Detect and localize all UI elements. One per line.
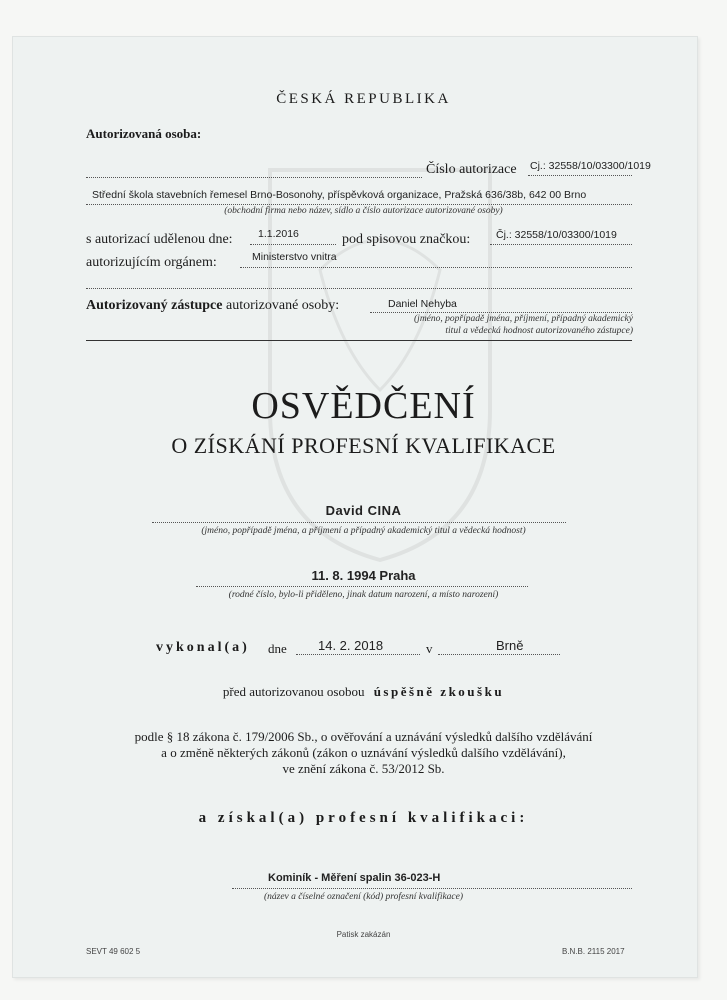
dotted-line	[232, 888, 632, 889]
auth-number-label: Číslo autorizace	[426, 162, 517, 177]
representative-label-rest: autorizované osoby:	[226, 298, 340, 313]
dotted-line	[528, 175, 632, 176]
auth-number-value: Cj.: 32558/10/03300/1019	[530, 160, 651, 172]
qualification-heading: a získal(a) profesní kvalifikaci:	[198, 810, 529, 826]
granted-date: 1.1.2016	[258, 228, 299, 240]
section-divider	[86, 340, 632, 341]
dotted-line	[86, 177, 422, 178]
authority-label: autorizujícím orgánem:	[86, 255, 217, 270]
representative-caption-2: titul a vědecká hodnost autorizovaného zástupce)	[445, 326, 633, 336]
representative-label	[86, 298, 339, 314]
representative-name: Daniel Nehyba	[388, 298, 457, 310]
legal-line-2: a o změně některých zákonů (zákon o uznávání výsledků dalšího vzdělávání),	[161, 745, 566, 760]
authorized-person-label: Autorizovaná osoba:	[86, 126, 202, 141]
file-reference-label: pod spisovou značkou:	[342, 232, 471, 247]
granted-label: s autorizací udělenou dne:	[86, 232, 233, 247]
holder-name-caption: (jméno, popřípadě jména, a příjmení a případný akademický titul a vědecká hodnost)	[201, 526, 526, 536]
exam-success-text: úspěšně zkoušku	[373, 684, 505, 699]
country-heading: ČESKÁ REPUBLIKA	[276, 91, 451, 107]
dotted-line	[86, 204, 632, 205]
holder-name: David CINA	[325, 503, 402, 518]
legal-line-3: ve znění zákona č. 53/2012 Sb.	[282, 761, 445, 776]
performed-label: vykonal(a)	[156, 640, 250, 655]
form-code-left: SEVT 49 602 5	[86, 947, 141, 956]
dotted-line	[152, 522, 566, 523]
dotted-line	[196, 586, 528, 587]
exam-place-label: v	[426, 641, 433, 656]
dotted-line	[296, 654, 420, 655]
organization-name: Střední škola stavebních řemesel Brno-Bosonohy, příspěvková organizace, Pražská 636/38b, 642 00 Brno	[92, 189, 587, 201]
dotted-line	[250, 244, 336, 245]
holder-birth: 11. 8. 1994 Praha	[311, 568, 416, 583]
representative-caption-1: (jméno, popřípadě jména, příjmení, případný akademický	[414, 314, 633, 324]
dotted-line	[86, 288, 632, 289]
exam-date-value: 14. 2. 2018	[318, 638, 384, 653]
exam-place-value: Brně	[496, 638, 524, 653]
exam-before-text: před autorizovanou osobou	[222, 684, 365, 699]
organization-caption: (obchodní firma nebo název, sídlo a číslo autorizace autorizované osoby)	[224, 206, 503, 216]
file-reference-value: Čj.: 32558/10/03300/1019	[496, 229, 617, 241]
legal-line-1: podle § 18 zákona č. 179/2006 Sb., o ověřování a uznávání výsledků dalšího vzdělávání	[134, 729, 593, 744]
dotted-line	[490, 244, 632, 245]
exam-date-label: dne	[268, 641, 287, 656]
qualification-value: Kominík - Měření spalin 36-023-H	[268, 872, 441, 884]
form-code-right: B.N.B. 2115 2017	[562, 947, 625, 956]
dotted-line	[240, 267, 632, 268]
qualification-caption: (název a číselné označení (kód) profesní kvalifikace)	[263, 892, 464, 902]
holder-birth-caption: (rodné číslo, bylo-li přiděleno, jinak datum narození, a místo narození)	[228, 590, 499, 600]
certificate-subtitle: O ZÍSKÁNÍ PROFESNÍ KVALIFIKACE	[171, 433, 556, 458]
dotted-line	[438, 654, 560, 655]
dotted-line	[370, 312, 632, 313]
representative-label-bold: Autorizovaný zástupce	[86, 298, 223, 313]
certificate-title: OSVĚDČENÍ	[251, 385, 476, 427]
authority-value: Ministerstvo vnitra	[252, 251, 337, 263]
reprint-notice: Patisk zakázán	[336, 930, 391, 939]
exam-before-line	[0, 684, 727, 700]
